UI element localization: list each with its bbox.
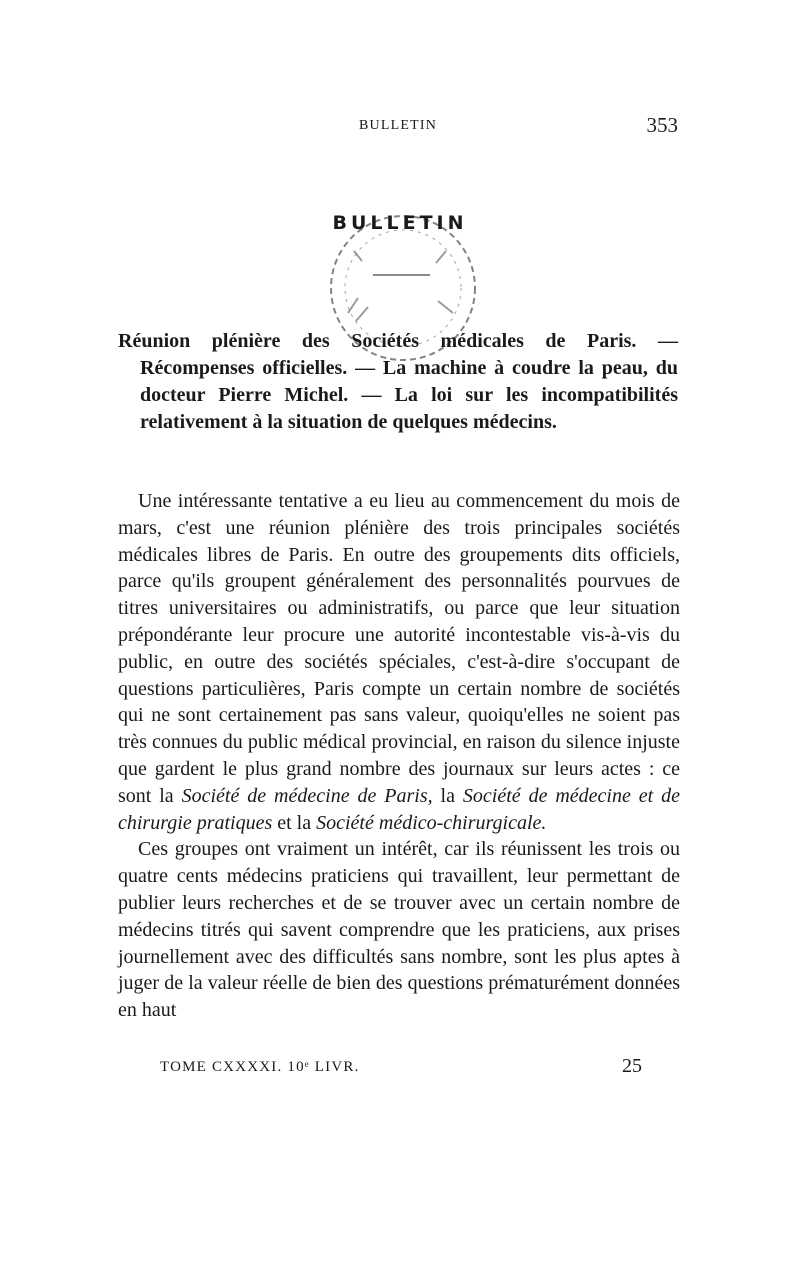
paragraph: Ces groupes ont vraiment un intérêt, car ils réunissent les trois ou quatre cents médecins praticiens qui travaillent, leur permettant de publier leurs recherches et de se trouver avec un certain nombre de médecins titrés qui savent comprendre que les praticiens, aux prises journellement avec des difficultés sans nombre, sont les plus aptes à juger de la valeur réelle de bien des questions prématurément données en haut xyxy=(118,838,680,1022)
article-summary: Réunion plénière des Sociétés médicales de Paris. — Récompenses officielles. — La machine à coudre la peau, du docteur Pierre Michel. — La loi sur les incompatibilités relativement à la situation de quelques médecins. xyxy=(118,330,678,433)
society-name: Société de médecine de Paris, xyxy=(181,784,433,807)
paragraph-text: Une intéressante tentative a eu lieu au commencement du mois de mars, c'est une réunion plénière des trois principales sociétés médicales libres de Paris. En outre des groupements dits officiels, parce qu'ils groupent généralement des personnalités pourvues de titres universitaires ou administratifs, ou parce que leur situation prépondérante leur procure une autorité incontestable vis-à-vis du public, en outre des sociétés spéciales, c'est-à-dire s'occupant de questions particulières, Paris compte un certain nombre de sociétés qui ne sont certainement pas sans valeur, quoiqu'elles ne soient pas très connues du public médical provincial, en raison du silence injuste que gardent le plus grand nombre des journaux sur leurs actes : ce sont la xyxy=(118,490,680,807)
society-name: Société médico-chirurgicale. xyxy=(316,811,547,834)
running-title: BULLETIN xyxy=(358,118,438,133)
society-name: Société de médecine et de chirurgie pratiques xyxy=(118,784,681,834)
paragraph xyxy=(118,488,680,836)
page-footer xyxy=(118,1055,678,1085)
running-head xyxy=(118,113,678,139)
article-body xyxy=(118,488,680,1024)
section-title: BULLETIN xyxy=(332,212,468,234)
paragraph-text: et la xyxy=(277,811,312,834)
page-number: 353 xyxy=(646,113,678,137)
volume-line: TOME CXXXXI. 10ᵉ LIVR. xyxy=(160,1059,360,1075)
signature-number: 25 xyxy=(622,1055,642,1077)
paragraph-text: la xyxy=(440,784,455,807)
